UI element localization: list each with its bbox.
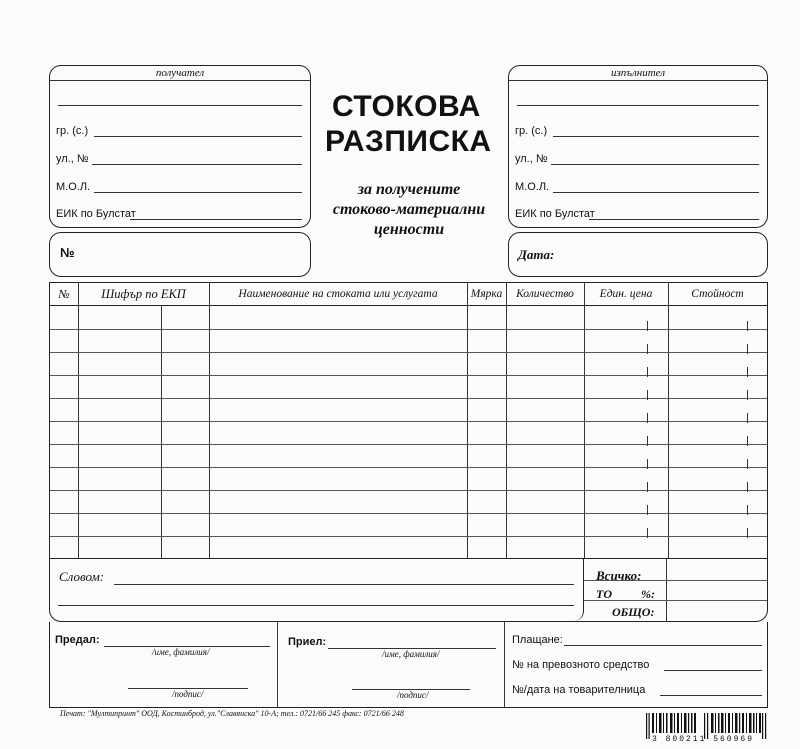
price-decimal-tick bbox=[647, 367, 648, 377]
contractor-name-line[interactable] bbox=[517, 105, 759, 106]
document-title-line2: РАЗПИСКА bbox=[325, 125, 492, 158]
value-decimal-tick bbox=[747, 459, 748, 469]
price-decimal-tick bbox=[647, 528, 648, 538]
price-decimal-tick bbox=[647, 321, 648, 331]
recipient-mol-field[interactable] bbox=[94, 192, 302, 193]
waybill-field[interactable] bbox=[660, 695, 762, 696]
contractor-street-label: ул., № bbox=[515, 153, 548, 165]
date-label: Дата: bbox=[518, 247, 555, 262]
contractor-box bbox=[508, 65, 768, 228]
goods-table bbox=[49, 282, 768, 558]
words-field-2[interactable] bbox=[58, 605, 574, 606]
number-label: № bbox=[60, 245, 75, 260]
contractor-street-field[interactable] bbox=[551, 164, 759, 165]
totals-box bbox=[49, 558, 768, 622]
table-row[interactable] bbox=[50, 421, 767, 422]
price-decimal-tick bbox=[647, 413, 648, 423]
barcode-digits: 3 800211 560969 bbox=[652, 735, 755, 744]
price-decimal-tick bbox=[647, 482, 648, 492]
recipient-city-field[interactable] bbox=[94, 136, 302, 137]
contractor-city-field[interactable] bbox=[553, 136, 759, 137]
price-decimal-tick bbox=[647, 459, 648, 469]
contractor-eik-field[interactable] bbox=[589, 219, 759, 220]
subtitle-line1: за получените bbox=[357, 181, 461, 198]
received-label: Приел: bbox=[288, 636, 327, 648]
col-line-2 bbox=[161, 305, 162, 558]
contractor-title-underline bbox=[509, 80, 767, 81]
contractor-city-label: гр. (с.) bbox=[515, 125, 548, 137]
table-header-line bbox=[50, 305, 767, 306]
words-inner-box bbox=[50, 559, 584, 621]
document-title-line1: СТОКОВА bbox=[332, 90, 481, 123]
contractor-mol-field[interactable] bbox=[553, 192, 759, 193]
grand-total-value-field[interactable] bbox=[668, 601, 766, 620]
price-decimal-tick bbox=[647, 344, 648, 354]
recipient-mol-label: М.О.Л. bbox=[56, 181, 91, 193]
document-subtitle bbox=[316, 180, 502, 240]
contractor-mol-label: М.О.Л. bbox=[515, 181, 550, 193]
vehicle-label: № на превозното средство bbox=[512, 659, 650, 671]
recipient-title-underline bbox=[50, 80, 310, 81]
price-decimal-tick bbox=[647, 505, 648, 515]
total-value-field[interactable] bbox=[668, 560, 766, 579]
header-price: Един. цена bbox=[599, 288, 653, 300]
table-row[interactable] bbox=[50, 352, 767, 353]
recipient-street-label: ул., № bbox=[56, 153, 89, 165]
percent-label: %: bbox=[641, 587, 655, 601]
payment-field[interactable] bbox=[564, 645, 762, 646]
value-decimal-tick bbox=[747, 344, 748, 354]
grand-total-label: ОБЩО: bbox=[612, 605, 655, 619]
waybill-label: №/дата на товарителница bbox=[512, 684, 646, 696]
header-value: Стойност bbox=[691, 288, 744, 300]
total-label: Всичко: bbox=[596, 568, 642, 583]
value-decimal-tick bbox=[747, 528, 748, 538]
table-row[interactable] bbox=[50, 329, 767, 330]
handed-name-caption: /име, фамилия/ bbox=[152, 647, 210, 657]
table-row[interactable] bbox=[50, 490, 767, 491]
number-box[interactable] bbox=[49, 232, 311, 277]
value-decimal-tick bbox=[747, 321, 748, 331]
received-name-caption: /име, фамилия/ bbox=[382, 649, 440, 659]
contractor-eik-label: ЕИК по Булстат bbox=[515, 208, 595, 220]
value-decimal-tick bbox=[747, 505, 748, 515]
header-qty: Количество bbox=[516, 288, 574, 300]
value-decimal-tick bbox=[747, 367, 748, 377]
header-name: Наименование на стоката или услугата bbox=[238, 288, 438, 300]
sig-divider-1 bbox=[277, 622, 278, 707]
sig-divider-2 bbox=[504, 622, 505, 707]
recipient-box bbox=[49, 65, 311, 228]
table-row[interactable] bbox=[50, 444, 767, 445]
price-decimal-tick bbox=[647, 390, 648, 400]
table-row[interactable] bbox=[50, 536, 767, 537]
price-decimal-tick bbox=[647, 436, 648, 446]
subtitle-line2: стоково-материални bbox=[332, 201, 486, 218]
value-decimal-tick bbox=[747, 413, 748, 423]
recipient-eik-field[interactable] bbox=[130, 219, 302, 220]
words-field-1[interactable] bbox=[114, 584, 574, 585]
signature-section bbox=[49, 622, 768, 708]
recipient-name-line[interactable] bbox=[58, 105, 302, 106]
payment-label: Плащане: bbox=[512, 634, 563, 646]
words-label: Словом: bbox=[59, 569, 105, 584]
vehicle-field[interactable] bbox=[664, 670, 762, 671]
recipient-street-field[interactable] bbox=[92, 164, 302, 165]
table-row[interactable] bbox=[50, 375, 767, 376]
value-decimal-tick bbox=[747, 390, 748, 400]
header-unit: Мярка bbox=[470, 288, 503, 300]
printer-footer: Печат: "Мултипринт" ООД, Костинброд, ул."Славянска" 10-А; тел.: 0721/66 245 факс: 0721/66 248 bbox=[60, 709, 404, 718]
value-decimal-tick bbox=[747, 482, 748, 492]
value-decimal-tick bbox=[747, 436, 748, 446]
header-code: Шифър по ЕКП bbox=[101, 287, 186, 301]
recipient-title: получател bbox=[155, 67, 205, 79]
to-label: ТО bbox=[596, 587, 612, 601]
handed-sign-caption: /подпис/ bbox=[172, 689, 204, 699]
recipient-city-label: гр. (с.) bbox=[56, 125, 89, 137]
totals-divider bbox=[666, 559, 667, 621]
table-row[interactable] bbox=[50, 513, 767, 514]
contractor-title: изпълнител bbox=[610, 67, 666, 79]
received-sign-caption: /подпис/ bbox=[397, 690, 429, 700]
table-row[interactable] bbox=[50, 398, 767, 399]
table-row[interactable] bbox=[50, 467, 767, 468]
date-box[interactable] bbox=[508, 232, 768, 277]
to-value-field[interactable] bbox=[668, 581, 766, 600]
recipient-eik-label: ЕИК по Булстат bbox=[56, 208, 136, 220]
subtitle-line3: ценности bbox=[373, 221, 445, 238]
handed-label: Предал: bbox=[55, 634, 100, 646]
header-no: № bbox=[58, 287, 70, 301]
